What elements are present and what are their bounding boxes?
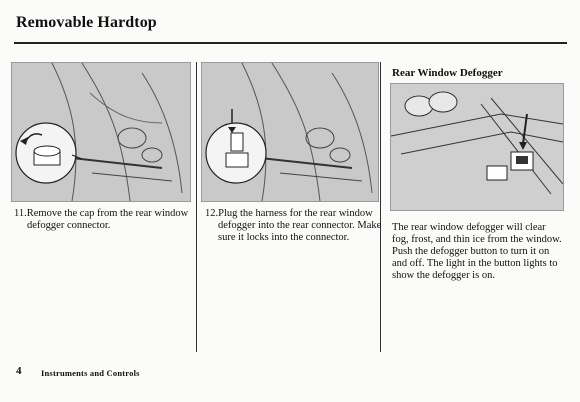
page-title: Removable Hardtop <box>16 14 157 31</box>
title-divider <box>14 42 567 44</box>
column-divider <box>196 62 197 352</box>
step-11-instruction: 11.Remove the cap from the rear window defogger connector. <box>14 208 189 231</box>
cap-removal-illustration <box>11 62 191 202</box>
defogger-button-illustration <box>390 83 564 211</box>
connector-plug-illustration <box>201 62 379 202</box>
section-heading: Rear Window Defogger <box>392 67 503 79</box>
step-12-instruction: 12.Plug the harness for the rear window defogger into the rear connector. Make sure it locks into the connector. <box>205 208 382 243</box>
column-divider <box>380 62 381 352</box>
section-label: Instruments and Controls <box>41 368 140 378</box>
page-number: 4 <box>16 365 22 377</box>
defogger-description: The rear window defogger will clear fog, frost, and thin ice from the window. Push the defogger button to turn it on and off. The light in the button lights to show the defogger is on. <box>392 222 562 281</box>
